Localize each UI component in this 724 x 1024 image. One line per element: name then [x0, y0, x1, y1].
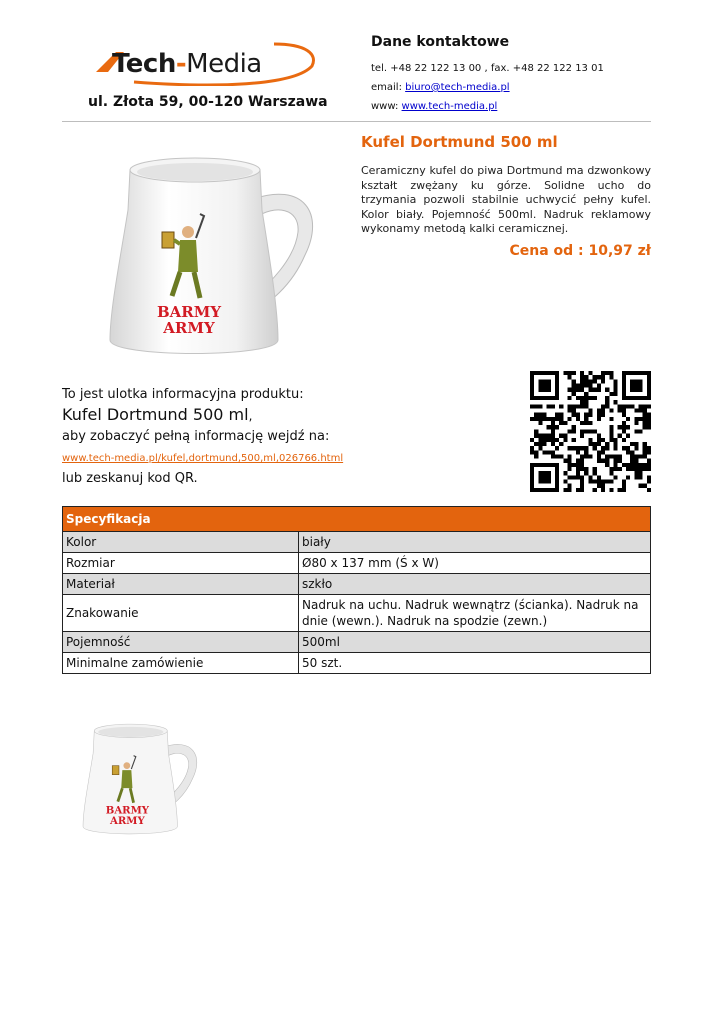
spec-value: biały [299, 532, 651, 553]
logo-part2: Media [186, 49, 262, 79]
contact-www-line [371, 97, 671, 116]
spec-key: Rozmiar [63, 553, 299, 574]
mug-print-text [100, 140, 330, 375]
email-label: email: [371, 82, 406, 93]
spec-header-row [63, 507, 651, 532]
spec-key: Materiał [63, 574, 299, 595]
flyer-product-name-line [62, 404, 502, 427]
table-row [63, 595, 651, 632]
table-row [63, 532, 651, 553]
spec-key: Minimalne zamówienie [63, 653, 299, 674]
company-logo [94, 42, 318, 86]
www-link[interactable]: www.tech-media.pl [401, 101, 498, 112]
header-divider [62, 121, 651, 122]
www-label: www: [371, 101, 402, 112]
contact-block [371, 34, 671, 116]
contact-title: Dane kontaktowe [371, 34, 510, 50]
product-description: Ceramiczny kufel do piwa Dortmund ma dzwonkowy kształt zwężany ku górze. Solidne ucho do trzymania pozwoli stabilnie uchwycić pełny kufel. Kolor biały. Pojemność 500ml. Nadruk reklamowy wykonamy metodą kalki ceramicznej. [361, 164, 651, 236]
spec-table [62, 506, 651, 674]
product-title: Kufel Dortmund 500 ml [361, 133, 558, 151]
flyer-qr-note: lub zeskanuj kod QR. [62, 471, 198, 486]
table-row [63, 553, 651, 574]
product-image [100, 140, 330, 375]
email-link[interactable]: biuro@tech-media.pl [405, 82, 510, 93]
logo-dash: - [175, 49, 187, 79]
qr-code-icon [530, 371, 651, 492]
spec-key: Kolor [63, 532, 299, 553]
thumb-print-line1: BARMY [105, 805, 149, 817]
flyer-product-name: Kufel Dortmund 500 ml [62, 405, 249, 424]
spec-value: szkło [299, 574, 651, 595]
contact-email-line [371, 78, 671, 97]
table-row [63, 574, 651, 595]
mug-print-line2: ARMY [163, 319, 215, 337]
product-url-link[interactable]: www.tech-media.pl/kufel,dortmund,500,ml,026766.html [62, 453, 344, 464]
qr-code[interactable] [530, 371, 651, 492]
product-thumbnail [72, 714, 212, 846]
mug-print-line1: BARMY [156, 303, 222, 321]
spec-value: Ø80 x 137 mm (Ś x W) [299, 553, 651, 574]
contact-phone-fax: tel. +48 22 122 13 00 , fax. +48 22 122 13 01 [371, 63, 604, 74]
spec-value: 50 szt. [299, 653, 651, 674]
product-price: Cena od : 10,97 zł [509, 243, 651, 259]
mug-thumbnail-icon [72, 714, 212, 846]
logo-part1: Tech [112, 49, 176, 79]
spec-value: Nadruk na uchu. Nadruk wewnątrz (ścianka). Nadruk na dnie (wewn.). Nadruk na spodzie (zewn.) [299, 595, 651, 632]
thumb-print-line2: ARMY [110, 816, 145, 828]
logo-wordmark [112, 47, 262, 81]
table-row [63, 653, 651, 674]
spec-title: Specyfikacja [63, 507, 651, 532]
flyer-intro: To jest ulotka informacyjna produktu: [62, 387, 304, 402]
flyer-instruction: aby zobaczyć pełną informację wejdź na: [62, 429, 330, 444]
spec-key: Znakowanie [63, 595, 299, 632]
flyer-info [62, 386, 502, 487]
company-address: ul. Złota 59, 00-120 Warszawa [88, 94, 328, 110]
spec-value: 500ml [299, 632, 651, 653]
table-row [63, 632, 651, 653]
spec-key: Pojemność [63, 632, 299, 653]
flyer-comma: , [248, 409, 253, 423]
